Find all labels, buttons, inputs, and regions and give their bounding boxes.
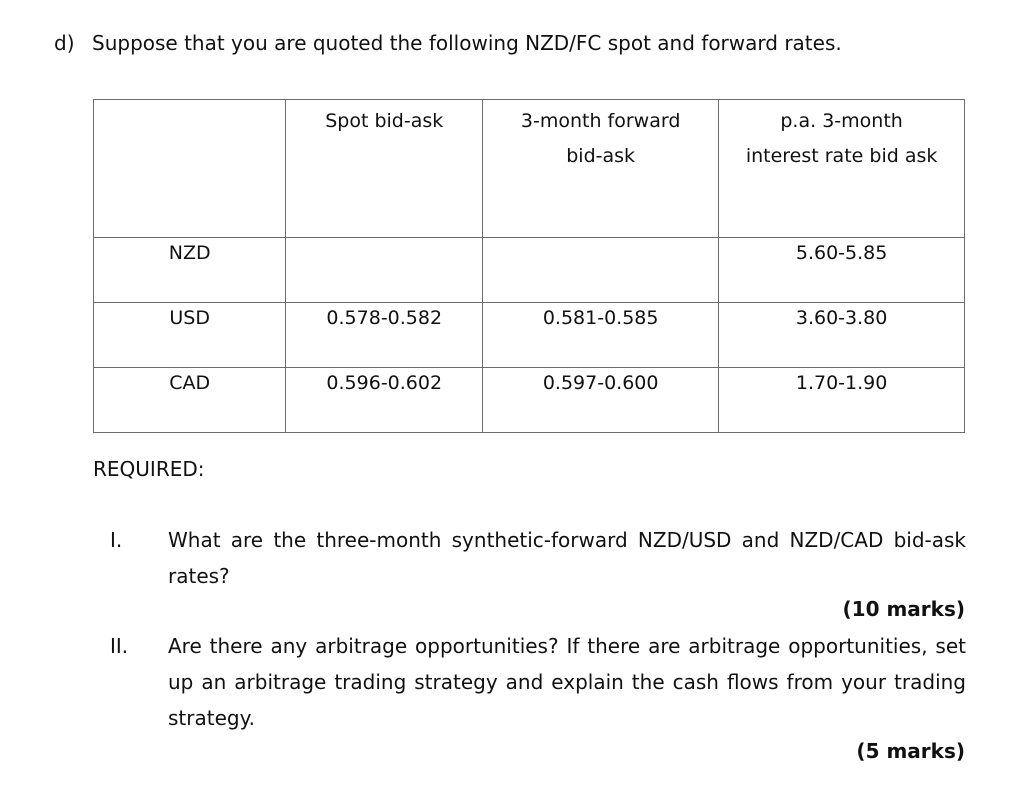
rates-table	[93, 99, 965, 433]
cell-currency: USD	[94, 303, 286, 368]
header-empty	[94, 100, 286, 238]
cell-spot: 0.578-0.582	[286, 303, 483, 368]
table-row	[94, 303, 965, 368]
sub-question-number: I.	[110, 528, 123, 552]
sub-question-2	[110, 628, 966, 736]
table-row	[94, 238, 965, 303]
cell-forward	[483, 238, 719, 303]
sub-question-1	[110, 522, 966, 594]
cell-interest: 1.70-1.90	[719, 368, 965, 433]
sub-question-text: What are the three-month synthetic-forward NZD/USD and NZD/CAD bid-ask rates?	[168, 528, 966, 588]
header-interest: p.a. 3-month interest rate bid ask	[719, 100, 965, 238]
question-label: d)	[54, 31, 75, 55]
cell-spot	[286, 238, 483, 303]
sub-question-number: II.	[110, 634, 129, 658]
header-spot: Spot bid-ask	[286, 100, 483, 238]
cell-currency: CAD	[94, 368, 286, 433]
cell-currency: NZD	[94, 238, 286, 303]
header-forward: 3-month forward bid-ask	[483, 100, 719, 238]
marks-label: (10 marks)	[842, 597, 965, 621]
cell-interest: 3.60-3.80	[719, 303, 965, 368]
table-header-row	[94, 100, 965, 238]
cell-forward: 0.581-0.585	[483, 303, 719, 368]
cell-forward: 0.597-0.600	[483, 368, 719, 433]
question-intro-text: Suppose that you are quoted the following NZD/FC spot and forward rates.	[92, 31, 842, 55]
required-heading: REQUIRED:	[93, 457, 205, 481]
cell-interest: 5.60-5.85	[719, 238, 965, 303]
cell-spot: 0.596-0.602	[286, 368, 483, 433]
marks-label: (5 marks)	[856, 739, 965, 763]
question-intro	[54, 31, 842, 55]
table-row	[94, 368, 965, 433]
sub-question-text: Are there any arbitrage opportunities? If there are arbitrage opportunities, set up an arbitrage trading strategy and explain the cash flows from your trading strategy.	[168, 634, 966, 730]
